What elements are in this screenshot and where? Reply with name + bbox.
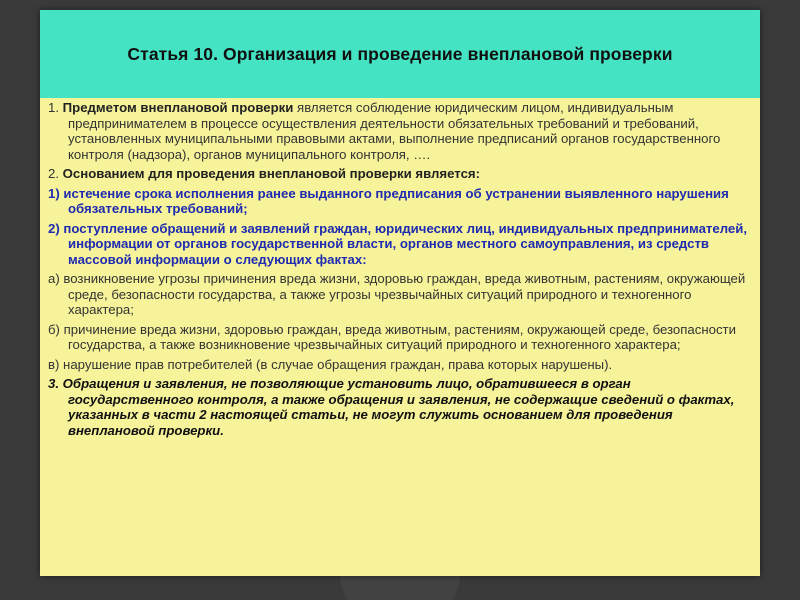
slide — [40, 10, 760, 576]
paragraph-1-bold: Предметом внеплановой проверки — [62, 100, 294, 115]
paragraph-3: 1) истечение срока исполнения ранее выданного предписания об устранении выявленного нарушения обязательных требований; — [48, 185, 729, 216]
paragraph-2 — [48, 166, 754, 182]
paragraph-1-number: 1. — [48, 100, 63, 115]
paragraph-6: б) причинение вреда жизни, здоровью граждан, вреда животным, растениям, окружающей среде, безопасности государства, а также возникновение чрезвычайных ситуаций природного и техногенного характера; — [48, 321, 736, 352]
paragraph-2-number: 2. — [48, 166, 63, 181]
title-bar — [40, 10, 760, 98]
paragraph-2-bold: Основанием для проведения внеплановой проверки является: — [62, 166, 480, 181]
slide-title: Статья 10. Организация и проведение внеплановой проверки — [127, 43, 673, 64]
paragraph-8: 3. Обращения и заявления, не позволяющие установить лицо, обратившееся в орган государственного контроля, а также обращения и заявления, не содержащие сведений о фактах, указанных в части 2 настоящей статьи, не могут служить основанием для проведения внеплановой проверки. — [48, 376, 735, 438]
paragraph-7: в) нарушение прав потребителей (в случае обращения граждан, права которых нарушены). — [48, 356, 613, 372]
slide-content — [48, 98, 754, 442]
paragraph-1 — [48, 100, 754, 162]
paragraph-1-text: является соблюдение юридическим лицом, индивидуальным предпринимателем в процессе осуществления деятельности обязательных требований и требований, установленных муниципальными правовыми актами, выполнение предписаний органов государственного контроля (надзора), органов муниципального контроля, …. — [68, 100, 721, 162]
paragraph-5: а) возникновение угрозы причинения вреда жизни, здоровью граждан, вреда животным, растениям, окружающей среде, безопасности государства, а также угрозы чрезвычайных ситуаций природного и техногенного характера; — [48, 271, 746, 317]
paragraph-4: 2) поступление обращений и заявлений граждан, юридических лиц, индивидуальных предпринимателей, информации от органов государственной власти, органов местного самоуправления, из средств массовой информации о следующих фактах: — [48, 220, 748, 267]
